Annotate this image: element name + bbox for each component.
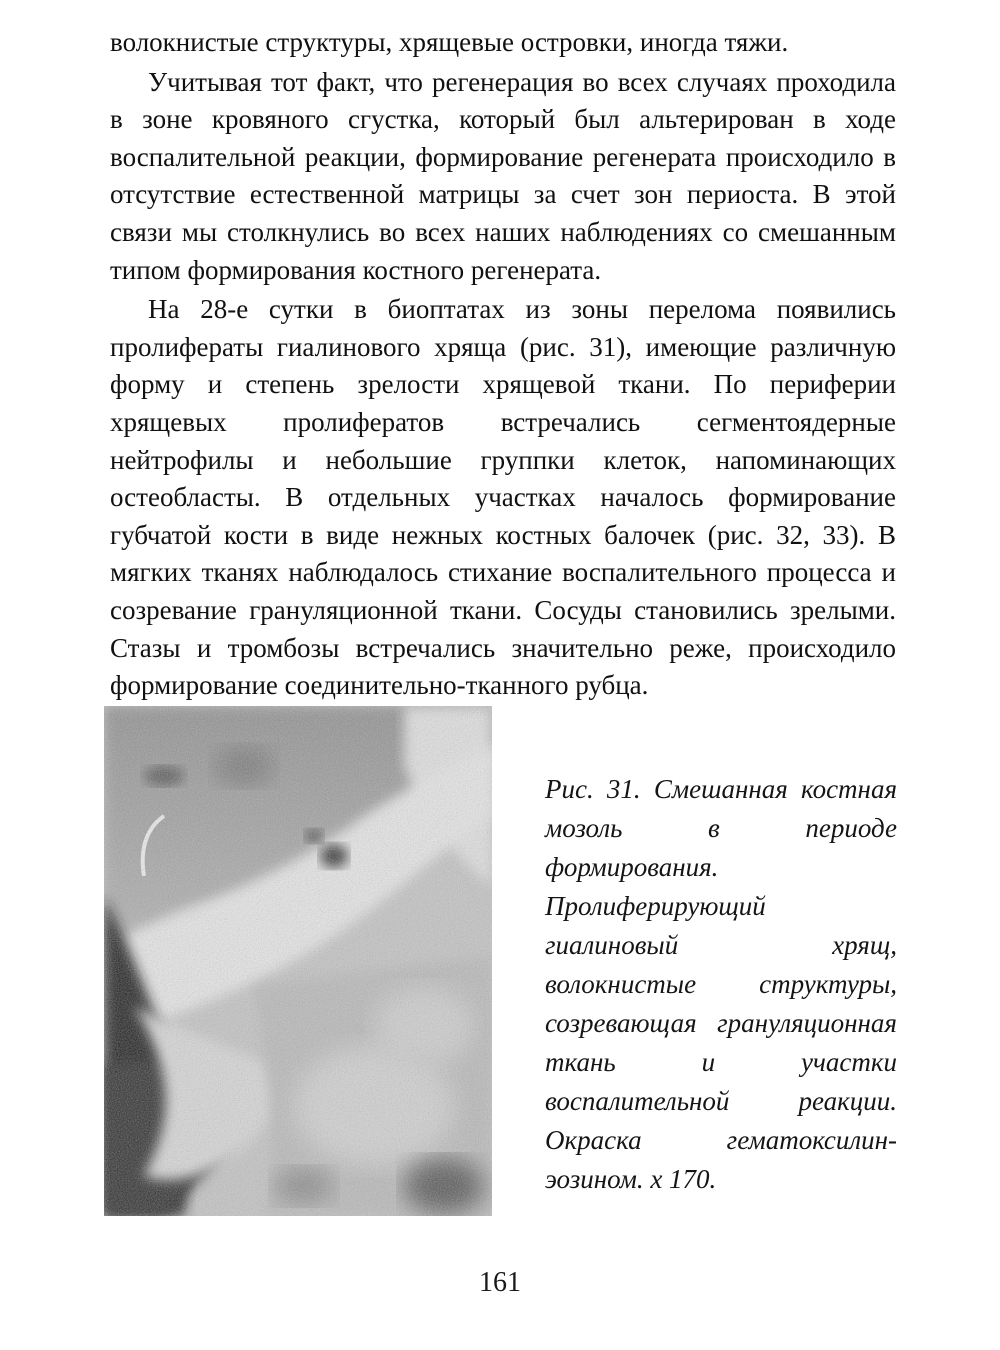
micrograph-image [104, 706, 492, 1216]
figure-caption: Рис. 31. Смешанная костная мозоль в периоде формирования. Пролиферирующий гиалиновый хрящ, волокнистые структуры, созревающая грануляционная ткань и участки воспалительной реакции. Окраска гематоксилин-эозином. х 170. [545, 774, 897, 1194]
page-number: 161 [479, 1267, 521, 1298]
body-text [110, 24, 896, 705]
micrograph-drawing [104, 706, 492, 1216]
paragraph-regeneration: Учитывая тот факт, что регенерация во всех случаях проходила в зоне кровяного сгустка, который был альтерирован в ходе воспалительной реакции, формирование регенерата происходило в отсутствие естественной матрицы за счет зон периоста. В этой связи мы столкнулись во всех наших наблюдениях со смешанным типом формирования костного регенерата. [110, 66, 896, 285]
paragraph-continued: волокнистые структуры, хрящевые островки, иногда тяжи. [110, 27, 789, 57]
paragraph-day-28: На 28-е сутки в биоптатах из зоны перелома появились пролифераты гиалинового хряща (рис. 31), имеющие различную форму и степень зрелости хрящевой ткани. По периферии хрящевых пролифератов встречались сегментоядерные нейтрофилы и небольшие группки клеток, напоминающих остеобласты. В отдельных участках началось формирование губчатой кости в виде нежных костных балочек (рис. 32, 33). В мягких тканях наблюдалось стихание воспалительного процесса и созревание грануляционной ткани. Сосуды становились зрелыми. Стазы и тромбозы встречались значительно реже, происходило формирование соединительно-тканного рубца. [110, 294, 896, 701]
